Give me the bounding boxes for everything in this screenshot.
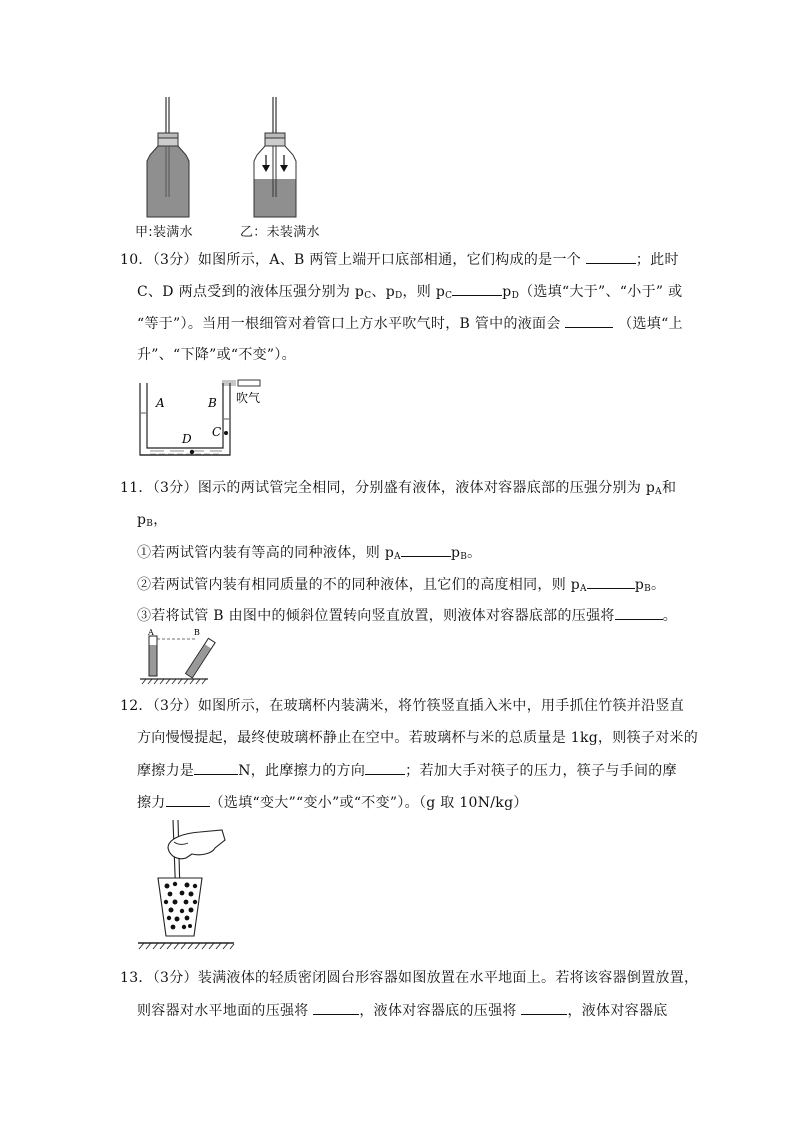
q12-blank-1[interactable] — [194, 760, 238, 775]
q13-blank-1[interactable] — [313, 1000, 359, 1015]
q11-sub2: ②若两试管内装有相同质量的不的同种液体，且它们的高度相同，则 $p_A$ $p_B$。 — [137, 574, 665, 599]
label-D: D — [182, 432, 192, 446]
q11-sub3: ③若将试管 B 由图中的倾斜位置转向竖直放置，则液体对容器底部的压强将 。 — [137, 605, 677, 626]
q11-blank-1[interactable] — [401, 542, 451, 557]
label-B: B — [208, 396, 217, 410]
q12-line4: 擦力 （选填“变大”“变小”或“不变”）。（g 取 10N/kg） — [137, 792, 528, 813]
q11-blank-2[interactable] — [587, 574, 635, 589]
bottle-full — [147, 97, 189, 217]
bottles-figure — [140, 97, 310, 222]
q12-line3: 摩擦力是 N，此摩擦力的方向 ；若加大手对筷子的压力，筷子与手间的摩 — [137, 760, 677, 781]
q12-line2: 方向慢慢提起，最终使玻璃杯静止在空中。若玻璃杯与米的总质量是 1kg，则筷子对米的 — [137, 730, 699, 746]
q10-blank-1[interactable] — [586, 249, 636, 264]
label-C: C — [212, 425, 222, 439]
tube-label-B: B — [194, 628, 200, 637]
connected-tubes-figure — [130, 375, 280, 465]
q13-line2: 则容器对水平地面的压强将 ，液体对容器底的压强将 ，液体对容器底 — [137, 1000, 668, 1021]
q13-blank-2[interactable] — [521, 1000, 567, 1015]
label-A: A — [156, 396, 165, 410]
q11-line2: $p_B$， — [137, 512, 168, 529]
q10-line4: 升”、“下降”或“不变”）。 — [137, 347, 296, 363]
chopstick-rice-figure — [130, 818, 240, 953]
tube-label-A: A — [148, 628, 154, 637]
q10-blank-2[interactable] — [452, 281, 502, 296]
q11-blank-3[interactable] — [615, 605, 663, 620]
q10-line1: 10．（3分）如图所示，A、B 两管上端开口底部相通，它们构成的是一个 ；此时 — [120, 249, 679, 270]
label-blow: 吹气 — [236, 391, 261, 405]
q11-sub1: ①若两试管内装有等高的同种液体，则 $p_A$ $p_B$。 — [137, 542, 481, 567]
bottle-partial — [254, 97, 296, 217]
q12-blank-3[interactable] — [166, 792, 210, 807]
q10-blank-3[interactable] — [565, 313, 613, 328]
test-tubes-figure — [138, 627, 218, 685]
q11-line1: 11．（3分）图示的两试管完全相同，分别盛有液体，液体对容器底部的压强分别为 $p_A$和 — [120, 480, 677, 497]
q10-line3: “等于”）。当用一根细管对着管口上方水平吹气时，B 管中的液面会 （选填“上 — [137, 313, 683, 334]
caption-yi: 乙：未装满水 — [240, 225, 320, 240]
q12-blank-2[interactable] — [365, 760, 405, 775]
q10-line2: C、D 两点受到的液体压强分别为 $p_C$、$p_D$，则 $p_C$ $p_D$（选填“大于”、“小于” 或 — [137, 281, 682, 306]
q13-line1: 13．（3分）装满液体的轻质密闭圆台形容器如图放置在水平地面上。若将该容器倒置放置， — [120, 970, 699, 986]
q12-line1: 12．（3分）如图所示，在玻璃杯内装满米，将竹筷竖直插入米中，用手抓住竹筷并沿竖直 — [120, 698, 685, 714]
caption-jia: 甲:装满水 — [135, 225, 193, 240]
